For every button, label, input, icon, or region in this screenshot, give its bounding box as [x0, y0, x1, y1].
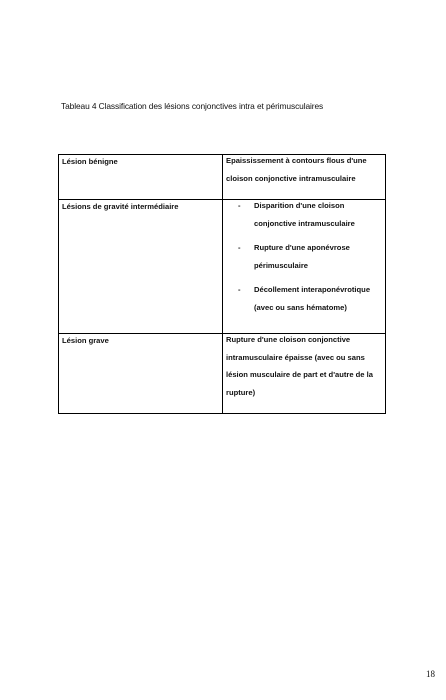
list-item [238, 239, 385, 274]
row-label-cell [59, 334, 223, 414]
page-number: 18 [426, 669, 435, 679]
list-item-text: Décollement interaponévrotique (avec ou sans hématome) [254, 285, 371, 312]
bullet-dash: - [238, 201, 241, 210]
table-row [59, 155, 386, 200]
row-label-benign: Lésion bénigne [62, 157, 118, 166]
row-label-cell [59, 200, 223, 334]
row-description-severe: Rupture d'une cloison conjonctive intramusculaire épaisse (avec ou sans lésion musculaire de part et d'autre de la rupture) [226, 335, 373, 397]
row-description-cell [223, 334, 386, 414]
row-label-cell [59, 155, 223, 200]
list-item [238, 197, 385, 232]
classification-table [58, 154, 386, 414]
list-item-text: Disparition d'une cloison conjonctive intramusculaire [254, 201, 355, 228]
list-item [238, 281, 385, 316]
intermediate-lesions-list [226, 197, 385, 316]
row-description-cell [223, 200, 386, 334]
row-description-benign: Epaississement à contours flous d'une cloison conjonctive intramusculaire [226, 156, 367, 183]
row-label-severe: Lésion grave [62, 336, 109, 345]
list-item-text: Rupture d'une aponévrose périmusculaire [254, 243, 350, 270]
table-caption: Tableau 4 Classification des lésions conjonctives intra et périmusculaires [61, 101, 324, 111]
row-description-cell [223, 155, 386, 200]
table-row [59, 334, 386, 414]
row-label-intermediate: Lésions de gravité intermédiaire [62, 202, 179, 211]
bullet-dash: - [238, 285, 241, 294]
table-row [59, 200, 386, 334]
bullet-dash: - [238, 243, 241, 252]
